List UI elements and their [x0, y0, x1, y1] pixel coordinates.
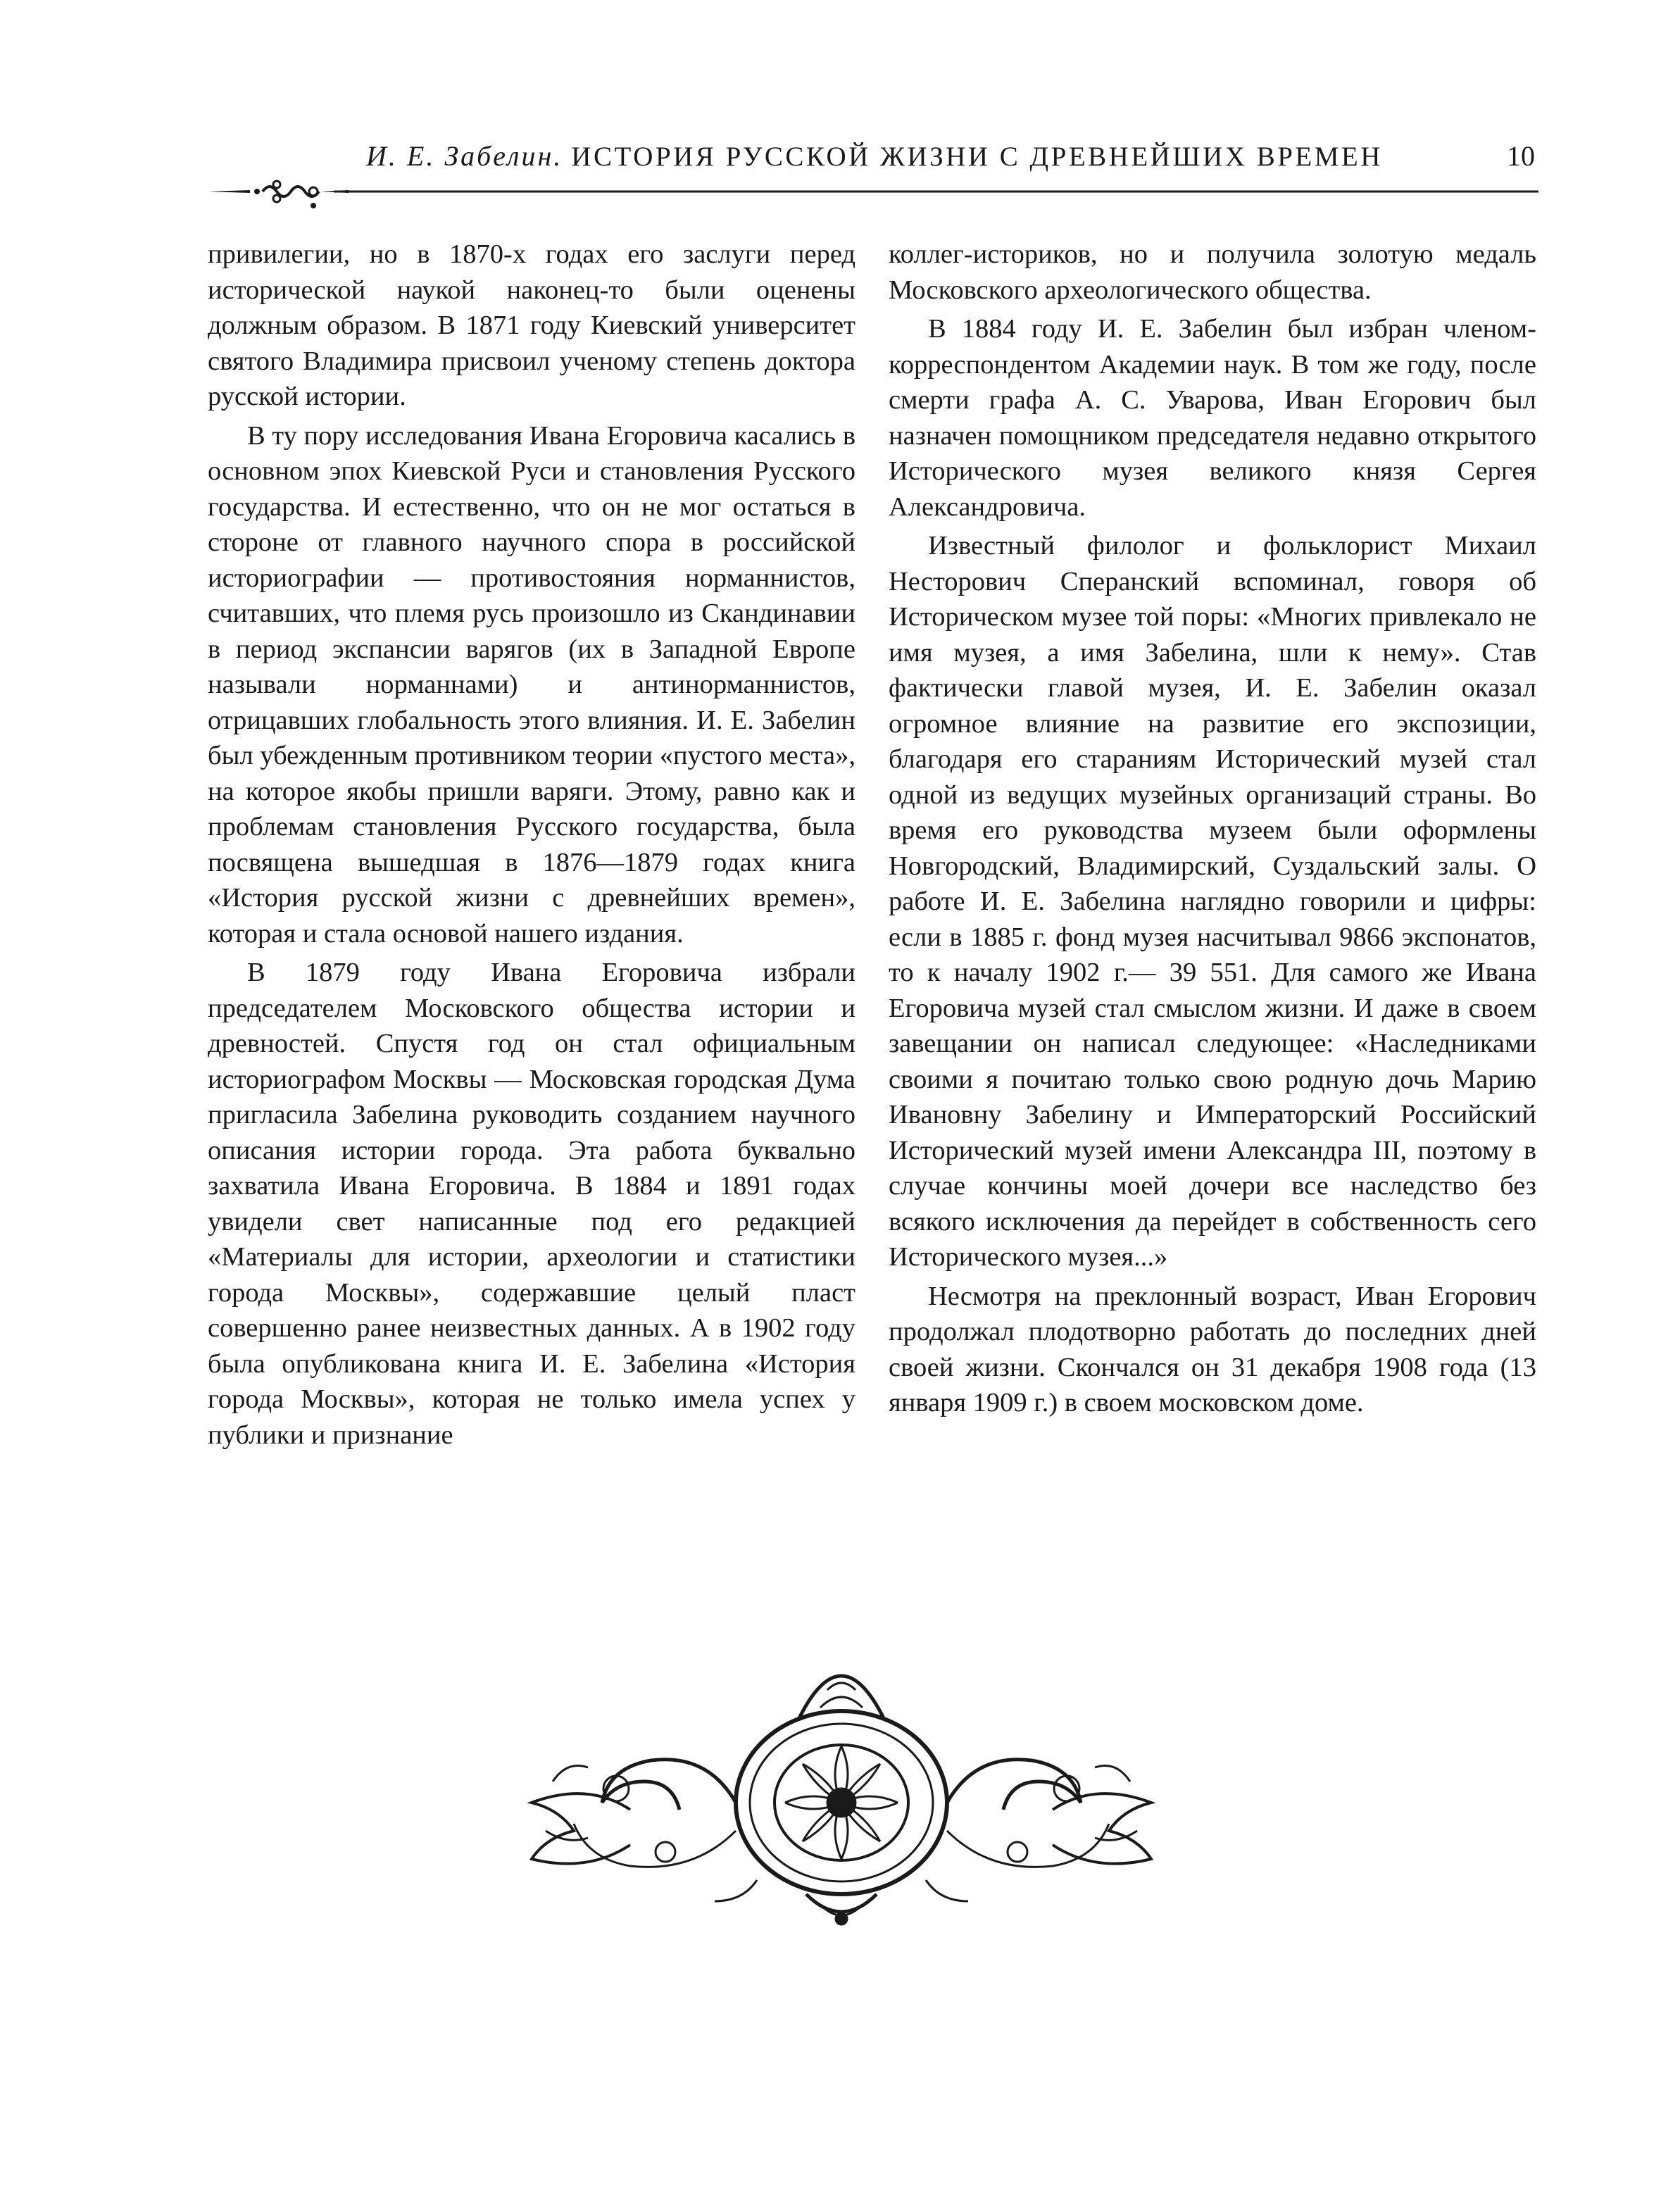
right-paragraph-2: В 1884 году И. Е. Забелин был избран членом-корреспондентом Академии наук. В том же году, после смерти графа А. С. Уварова, Иван Егорович был назначен помощником председателя недавно открытого Исторического музея великого князя Сергея Александровича.: [889, 314, 1536, 522]
flourish-ornament-icon: [208, 176, 349, 211]
left-column: [208, 237, 855, 1453]
running-head-text: [366, 139, 1383, 173]
page-number: 10: [1507, 140, 1535, 172]
right-paragraph-3: Известный филолог и фольклорист Михаил Несторович Сперанский вспоминал, говоря об Историческом музее той поры: «Многих привлекало не имя музея, а имя Забелина, шли к нему». Став фактически главой музея, И. Е. Забелин оказал огромное влияние на развитие его экспозиции, благодаря его стараниям Исторический музей стал одной из ведущих музейных организаций страны. Во время его руководства музеем были оформлены Новгородский, Владимирский, Суздальский залы. О работе И. Е. Забелина наглядно говорили и цифры: если в 1885 г. фонд музея насчитывал 9866 экспонатов, то к началу 1902 г.— 39 551. Для самого же Ивана Егоровича музей стал смыслом жизни. И даже в своем завещании он написал следующее: «Наследниками своими я почитаю только свою родную дочь Марию Ивановну Забелину и Императорский Российский Исторический музей имени Александра III, поэтому в случае кончины моей дочери все наследство без всякого исключения да перейдет в собственность сего Исторического музея...»: [889, 531, 1536, 1272]
header-author: И. Е. Забелин.: [366, 140, 563, 172]
left-paragraph-2: В ту пору исследования Ивана Егоровича касались в основном эпох Киевской Руси и становления Русского государства. И естественно, что он не мог остаться в стороне от главного научного спора в российской историографии — противостояния норманнистов, считавших, что племя русь произошло из Скандинавии в период экспансии варягов (их в Западной Европе называли норманнами) и антинорманнистов, отрицавших глобальность этого влияния. И. Е. Забелин был убежденным противником теории «пустого места», на которое якобы пришли варяги. Этому, равно как и проблемам становления Русского государства, была посвящена вышедшая в 1876—1879 годах книга «История русской жизни с древнейших времен», которая и стала основой нашего издания.: [208, 420, 855, 948]
right-paragraph-4: Несмотря на преклонный возраст, Иван Егорович продолжал плодотворно работать до последних дней своей жизни. Скончался он 31 декабря 1908 года (13 января 1909 г.) в своем московском доме.: [889, 1281, 1536, 1417]
header-rule: [208, 186, 1538, 200]
right-column: [889, 237, 1536, 1421]
left-paragraph-1: привилегии, но в 1870-х годах его заслуги перед исторической наукой наконец-то были оценены должным образом. В 1871 году Киевский университет святого Владимира присвоил ученому степень доктора русской истории.: [208, 239, 855, 411]
floral-vignette-icon: [525, 1669, 1158, 1929]
left-paragraph-3: В 1879 году Ивана Егоровича избрали председателем Московского общества истории и древностей. Спустя год он стал официальным историографом Москвы — Московская городская Дума пригласила Забелина руководить созданием научного описания истории города. Эта работа буквально захватила Ивана Егоровича. В 1884 и 1891 годах увидели свет написанные под его редакцией «Материалы для истории, археологии и статистики города Москвы», содержавшие целый пласт совершенно ранее неизвестных данных. А в 1902 году была опубликована книга И. Е. Забелина «История города Москвы», которая не только имела успех у публики и признание: [208, 958, 855, 1450]
running-head: [204, 132, 1535, 182]
right-paragraph-1: коллег-историков, но и получила золотую медаль Московского археологического общества.: [889, 239, 1536, 305]
header-title: ИСТОРИЯ РУССКОЙ ЖИЗНИ С ДРЕВНЕЙШИХ ВРЕМЕН: [571, 142, 1383, 172]
